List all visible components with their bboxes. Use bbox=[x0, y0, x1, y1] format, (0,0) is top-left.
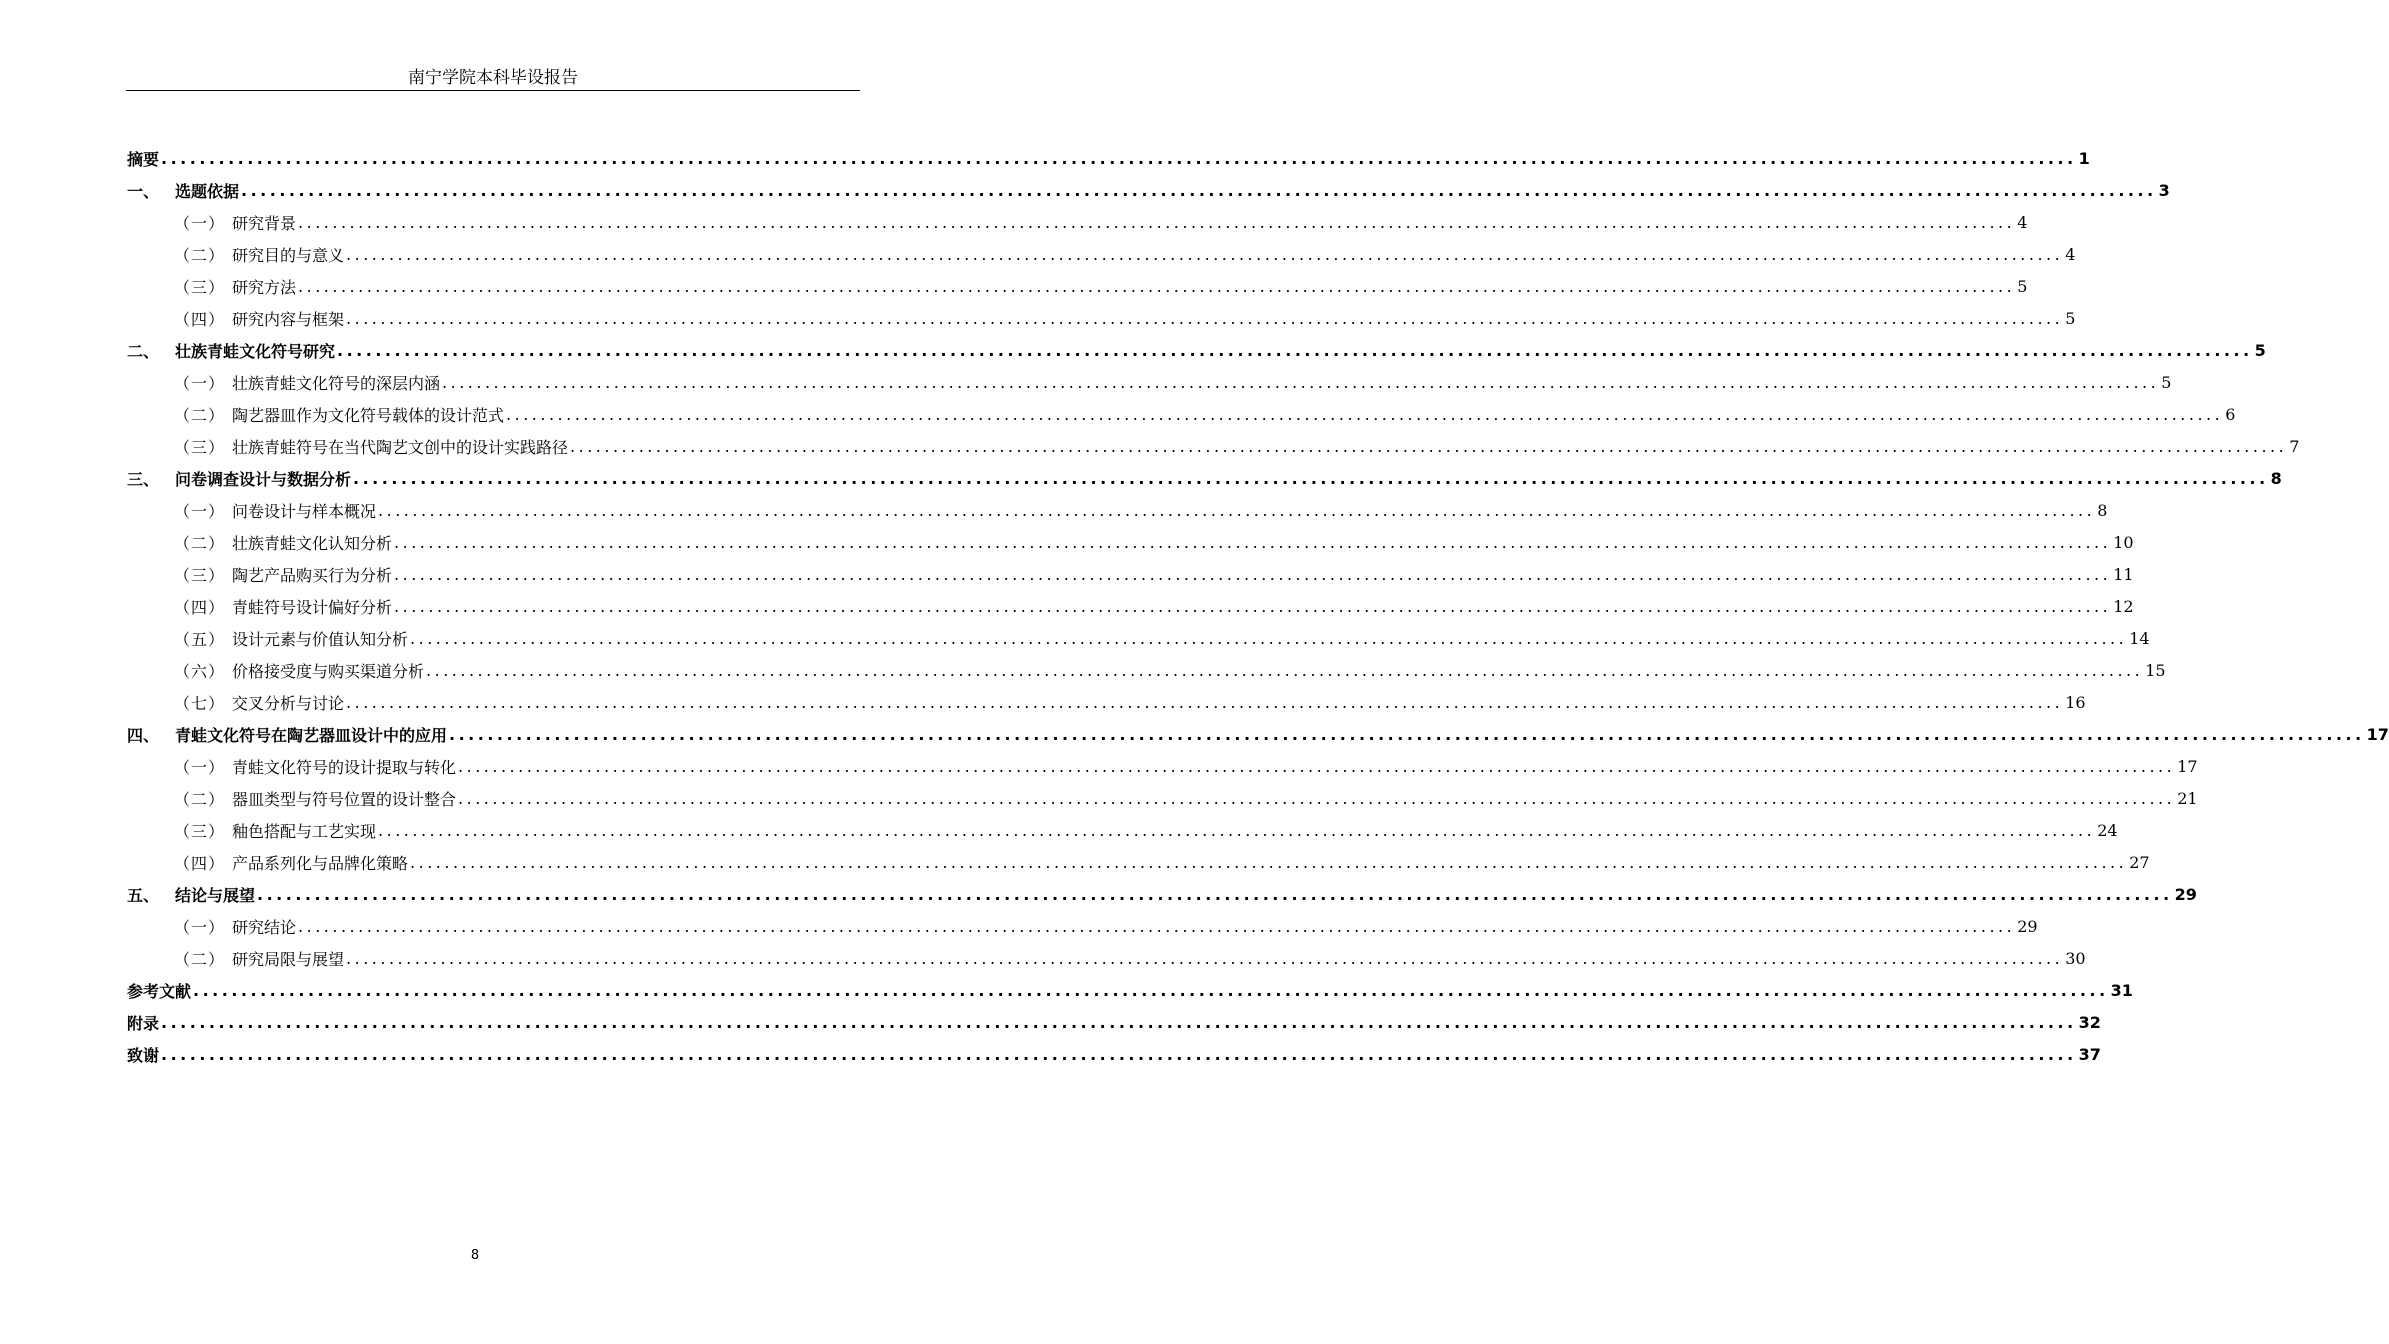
toc-entry-title: 釉色搭配与工艺实现 bbox=[232, 821, 377, 841]
toc-entry-title: 青蛙文化符号的设计提取与转化 bbox=[232, 757, 457, 777]
toc-dot-leader: ........................................................................................................................................................................................................ bbox=[193, 980, 2109, 1000]
toc-entry-number: （二） bbox=[174, 245, 226, 265]
toc-section-entry[interactable] bbox=[127, 846, 2150, 878]
toc-entry-title: 致谢 bbox=[127, 1045, 160, 1065]
toc-entry-page: 5 bbox=[2254, 340, 2266, 360]
toc-dot-leader: ........................................................................................................................................................................................................ bbox=[426, 660, 2144, 680]
toc-entry-title: 研究方法 bbox=[232, 277, 297, 297]
toc-entry-page: 29 bbox=[2174, 884, 2197, 904]
toc-entry-number: （一） bbox=[174, 757, 226, 777]
toc-entry-number: （一） bbox=[174, 213, 226, 233]
toc-dot-leader: ........................................................................................................................................................................................................ bbox=[394, 596, 2112, 616]
toc-section-entry[interactable] bbox=[127, 686, 2086, 718]
toc-entry-title: 研究局限与展望 bbox=[232, 949, 345, 969]
toc-entry-number: （一） bbox=[174, 373, 226, 393]
toc-entry-page: 4 bbox=[2065, 244, 2076, 264]
toc-dot-leader: ........................................................................................................................................................................................................ bbox=[346, 948, 2064, 968]
toc-entry-number: （三） bbox=[174, 565, 226, 585]
toc-entry-number: （四） bbox=[174, 309, 226, 329]
toc-chapter-entry[interactable] bbox=[127, 142, 2090, 174]
toc-dot-leader: ........................................................................................................................................................................................................ bbox=[346, 692, 2064, 712]
toc-dot-leader: ........................................................................................................................................................................................................ bbox=[298, 276, 2016, 296]
toc-entry-page: 15 bbox=[2145, 660, 2166, 680]
toc-entry-title: 产品系列化与品牌化策略 bbox=[232, 853, 409, 873]
toc-entry-page: 5 bbox=[2017, 276, 2028, 296]
toc-entry-number: 三、 bbox=[127, 469, 160, 489]
toc-entry-page: 14 bbox=[2129, 628, 2150, 648]
toc-dot-leader: ........................................................................................................................................................................................................ bbox=[410, 852, 2128, 872]
table-of-contents bbox=[127, 142, 2389, 1070]
toc-entry-number: （二） bbox=[174, 949, 226, 969]
toc-entry-page: 11 bbox=[2113, 564, 2134, 584]
toc-entry-title: 设计元素与价值认知分析 bbox=[232, 629, 409, 649]
toc-section-entry[interactable] bbox=[127, 782, 2198, 814]
toc-entry-page: 37 bbox=[2078, 1044, 2101, 1064]
toc-entry-number: （二） bbox=[174, 789, 226, 809]
toc-section-entry[interactable] bbox=[127, 558, 2134, 590]
toc-entry-number: （一） bbox=[174, 501, 226, 521]
toc-dot-leader: ........................................................................................................................................................................................................ bbox=[378, 820, 2096, 840]
toc-entry-page: 16 bbox=[2065, 692, 2086, 712]
toc-dot-leader: ........................................................................................................................................................................................................ bbox=[346, 308, 2064, 328]
header-rule bbox=[126, 90, 860, 91]
toc-entry-number: （四） bbox=[174, 853, 226, 873]
toc-entry-number: （五） bbox=[174, 629, 226, 649]
toc-entry-page: 32 bbox=[2078, 1012, 2101, 1032]
toc-section-entry[interactable] bbox=[127, 590, 2134, 622]
toc-chapter-entry[interactable] bbox=[127, 462, 2282, 494]
toc-entry-title: 壮族青蛙文化符号的深层内涵 bbox=[232, 373, 441, 393]
toc-section-entry[interactable] bbox=[127, 910, 2038, 942]
toc-section-entry[interactable] bbox=[127, 622, 2150, 654]
toc-entry-number: （二） bbox=[174, 533, 226, 553]
toc-section-entry[interactable] bbox=[127, 366, 2172, 398]
toc-dot-leader: ........................................................................................................................................................................................................ bbox=[394, 564, 2112, 584]
toc-entry-title: 壮族青蛙文化符号研究 bbox=[175, 341, 336, 361]
toc-section-entry[interactable] bbox=[127, 302, 2076, 334]
toc-entry-page: 29 bbox=[2017, 916, 2038, 936]
toc-entry-title: 陶艺产品购买行为分析 bbox=[232, 565, 393, 585]
toc-dot-leader: ........................................................................................................................................................................................................ bbox=[298, 212, 2016, 232]
toc-section-entry[interactable] bbox=[127, 494, 2108, 526]
toc-entry-page: 3 bbox=[2158, 180, 2170, 200]
toc-entry-title: 壮族青蛙文化认知分析 bbox=[232, 533, 393, 553]
toc-chapter-entry[interactable] bbox=[127, 334, 2266, 366]
toc-entry-title: 研究背景 bbox=[232, 213, 297, 233]
toc-entry-page: 6 bbox=[2225, 404, 2236, 424]
toc-entry-title: 结论与展望 bbox=[175, 885, 256, 905]
toc-entry-number: 一、 bbox=[127, 181, 160, 201]
toc-dot-leader: ........................................................................................................................................................................................................ bbox=[298, 916, 2016, 936]
toc-section-entry[interactable] bbox=[127, 526, 2134, 558]
toc-entry-page: 8 bbox=[2097, 500, 2108, 520]
toc-chapter-entry[interactable] bbox=[127, 1038, 2101, 1070]
toc-section-entry[interactable] bbox=[127, 398, 2236, 430]
toc-dot-leader: ........................................................................................................................................................................................................ bbox=[458, 788, 2176, 808]
toc-entry-page: 8 bbox=[2270, 468, 2282, 488]
toc-entry-title: 青蛙文化符号在陶艺器皿设计中的应用 bbox=[175, 725, 448, 745]
toc-entry-number: 二、 bbox=[127, 341, 160, 361]
toc-entry-number: （三） bbox=[174, 437, 226, 457]
toc-entry-number: （六） bbox=[174, 661, 226, 681]
toc-entry-page: 5 bbox=[2161, 372, 2172, 392]
toc-entry-number: （七） bbox=[174, 693, 226, 713]
toc-dot-leader: ........................................................................................................................................................................................................ bbox=[353, 468, 2269, 488]
toc-dot-leader: ........................................................................................................................................................................................................ bbox=[394, 532, 2112, 552]
toc-section-entry[interactable] bbox=[127, 750, 2198, 782]
toc-entry-title: 青蛙符号设计偏好分析 bbox=[232, 597, 393, 617]
toc-dot-leader: ........................................................................................................................................................................................................ bbox=[410, 628, 2128, 648]
toc-entry-title: 陶艺器皿作为文化符号载体的设计范式 bbox=[232, 405, 505, 425]
toc-dot-leader: ........................................................................................................................................................................................................ bbox=[346, 244, 2064, 264]
toc-entry-title: 器皿类型与符号位置的设计整合 bbox=[232, 789, 457, 809]
toc-dot-leader: ........................................................................................................................................................................................................ bbox=[449, 724, 2365, 744]
toc-chapter-entry[interactable] bbox=[127, 718, 2389, 750]
toc-entry-page: 31 bbox=[2110, 980, 2133, 1000]
toc-entry-title: 壮族青蛙符号在当代陶艺文创中的设计实践路径 bbox=[232, 437, 569, 457]
toc-entry-title: 问卷设计与样本概况 bbox=[232, 501, 377, 521]
toc-entry-page: 1 bbox=[2078, 148, 2090, 168]
toc-entry-page: 4 bbox=[2017, 212, 2028, 232]
page-number: 8 bbox=[470, 1248, 480, 1263]
toc-dot-leader: ........................................................................................................................................................................................................ bbox=[570, 436, 2288, 456]
toc-entry-page: 5 bbox=[2065, 308, 2076, 328]
toc-entry-number: （二） bbox=[174, 405, 226, 425]
toc-entry-page: 24 bbox=[2097, 820, 2118, 840]
toc-dot-leader: ........................................................................................................................................................................................................ bbox=[442, 372, 2160, 392]
toc-entry-page: 10 bbox=[2113, 532, 2134, 552]
page-header-title: 南宁学院本科毕设报告 bbox=[408, 68, 578, 88]
toc-entry-page: 30 bbox=[2065, 948, 2086, 968]
toc-entry-number: 四、 bbox=[127, 725, 160, 745]
toc-entry-title: 选题依据 bbox=[175, 181, 240, 201]
toc-dot-leader: ........................................................................................................................................................................................................ bbox=[378, 500, 2096, 520]
toc-section-entry[interactable] bbox=[127, 654, 2166, 686]
toc-entry-number: （一） bbox=[174, 917, 226, 937]
toc-entry-title: 附录 bbox=[127, 1013, 160, 1033]
toc-dot-leader: ........................................................................................................................................................................................................ bbox=[161, 1044, 2077, 1064]
toc-entry-title: 研究内容与框架 bbox=[232, 309, 345, 329]
toc-section-entry[interactable] bbox=[127, 238, 2076, 270]
toc-entry-page: 7 bbox=[2289, 436, 2300, 456]
toc-entry-number: （三） bbox=[174, 277, 226, 297]
toc-chapter-entry[interactable] bbox=[127, 1006, 2101, 1038]
toc-dot-leader: ........................................................................................................................................................................................................ bbox=[161, 148, 2077, 168]
toc-dot-leader: ........................................................................................................................................................................................................ bbox=[161, 1012, 2077, 1032]
toc-entry-title: 交叉分析与讨论 bbox=[232, 693, 345, 713]
toc-chapter-entry[interactable] bbox=[127, 174, 2170, 206]
toc-entry-number: 五、 bbox=[127, 885, 160, 905]
toc-chapter-entry[interactable] bbox=[127, 974, 2133, 1006]
toc-dot-leader: ........................................................................................................................................................................................................ bbox=[257, 884, 2173, 904]
toc-entry-page: 27 bbox=[2129, 852, 2150, 872]
toc-section-entry[interactable] bbox=[127, 814, 2118, 846]
toc-entry-page: 17 bbox=[2366, 724, 2389, 744]
toc-section-entry[interactable] bbox=[127, 270, 2028, 302]
toc-section-entry[interactable] bbox=[127, 430, 2300, 462]
toc-dot-leader: ........................................................................................................................................................................................................ bbox=[337, 340, 2253, 360]
toc-entry-title: 参考文献 bbox=[127, 981, 192, 1001]
toc-entry-number: （四） bbox=[174, 597, 226, 617]
toc-entry-number: （三） bbox=[174, 821, 226, 841]
toc-dot-leader: ........................................................................................................................................................................................................ bbox=[241, 180, 2157, 200]
toc-entry-title: 问卷调查设计与数据分析 bbox=[175, 469, 352, 489]
toc-dot-leader: ........................................................................................................................................................................................................ bbox=[506, 404, 2224, 424]
toc-section-entry[interactable] bbox=[127, 942, 2086, 974]
toc-entry-title: 研究目的与意义 bbox=[232, 245, 345, 265]
toc-section-entry[interactable] bbox=[127, 206, 2028, 238]
toc-entry-page: 21 bbox=[2177, 788, 2198, 808]
toc-entry-page: 17 bbox=[2177, 756, 2198, 776]
toc-entry-page: 12 bbox=[2113, 596, 2134, 616]
toc-dot-leader: ........................................................................................................................................................................................................ bbox=[458, 756, 2176, 776]
toc-entry-title: 研究结论 bbox=[232, 917, 297, 937]
toc-entry-title: 摘要 bbox=[127, 149, 160, 169]
toc-entry-title: 价格接受度与购买渠道分析 bbox=[232, 661, 425, 681]
toc-chapter-entry[interactable] bbox=[127, 878, 2197, 910]
